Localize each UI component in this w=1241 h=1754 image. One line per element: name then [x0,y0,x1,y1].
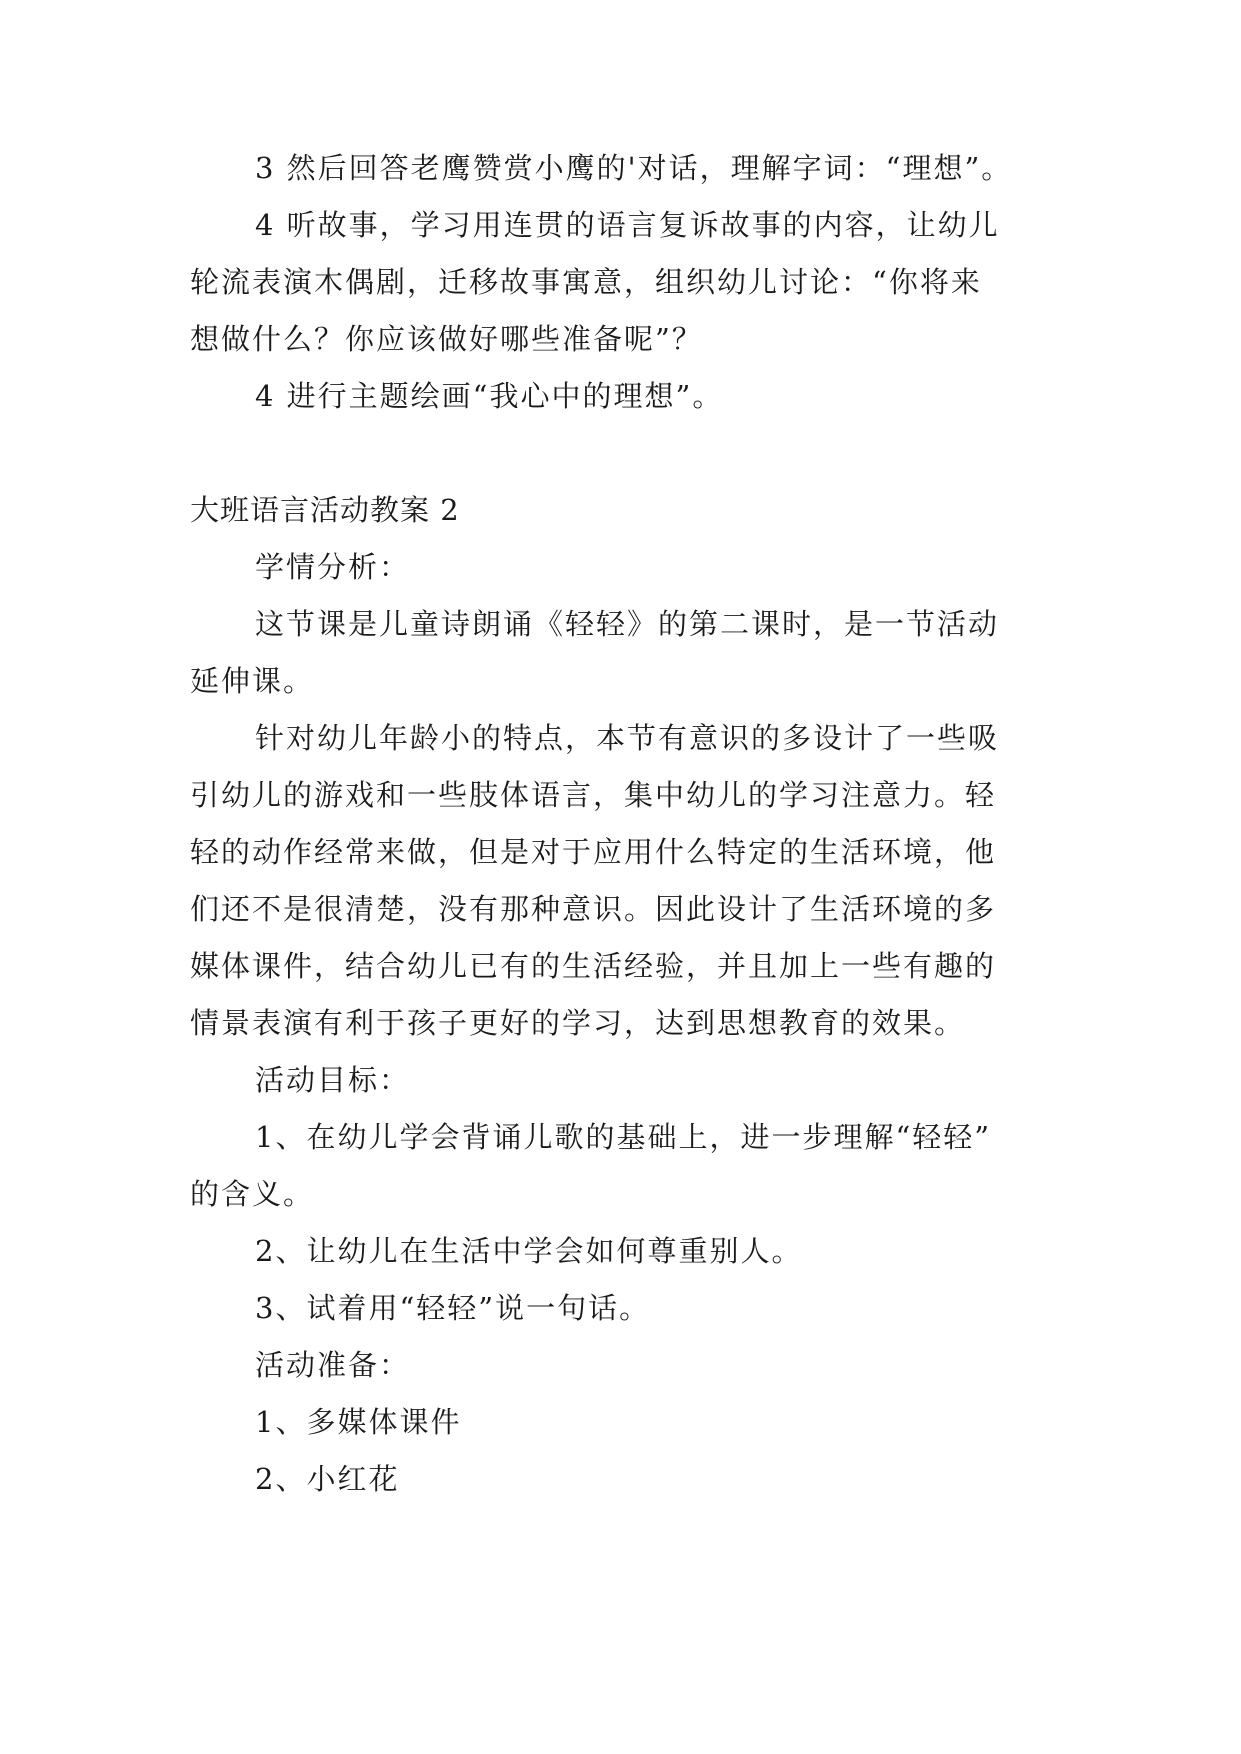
text-line: 延伸课。 [190,664,315,698]
text-line: 情景表演有利于孩子更好的学习，达到思想教育的效果。 [190,1006,966,1040]
text-line: 活动准备： [255,1348,411,1382]
text-line: 1、在幼儿学会背诵儿歌的基础上，进一步理解“轻轻” [255,1120,992,1154]
text-line: 媒体课件，结合幼儿已有的生活经验，并且加上一些有趣的 [190,949,997,983]
text-line: 4 听故事，学习用连贯的语言复诉故事的内容，让幼儿 [255,208,1000,242]
text-line: 针对幼儿年龄小的特点，本节有意识的多设计了一些吸 [255,721,1000,755]
section-title: 大班语言活动教案 2 [190,493,460,527]
text-line: 3 然后回答老鹰赞赏小鹰的'对话，理解字词：“理想”。 [255,151,1013,185]
text-line: 3、试着用“轻轻”说一句话。 [255,1291,651,1325]
text-line: 轻的动作经常来做，但是对于应用什么特定的生活环境，他 [190,835,997,869]
text-line: 轮流表演木偶剧，迁移故事寓意，组织幼儿讨论：“你将来 [190,265,982,299]
text-line: 的含义。 [190,1177,315,1211]
text-line: 2、让幼儿在生活中学会如何尊重别人。 [255,1234,803,1268]
text-line: 们还不是很清楚，没有那种意识。因此设计了生活环境的多 [190,892,997,926]
text-line: 引幼儿的游戏和一些肢体语言，集中幼儿的学习注意力。轻 [190,778,997,812]
text-line: 活动目标： [255,1063,411,1097]
text-line: 想做什么？你应该做好哪些准备呢”？ [190,322,703,356]
text-line: 1、多媒体课件 [255,1405,462,1439]
text-line: 这节课是儿童诗朗诵《轻轻》的第二课时，是一节活动 [255,607,1000,641]
text-line: 2、小红花 [255,1462,400,1496]
text-line: 4 进行主题绘画“我心中的理想”。 [255,379,724,413]
text-line: 学情分析： [255,550,411,584]
